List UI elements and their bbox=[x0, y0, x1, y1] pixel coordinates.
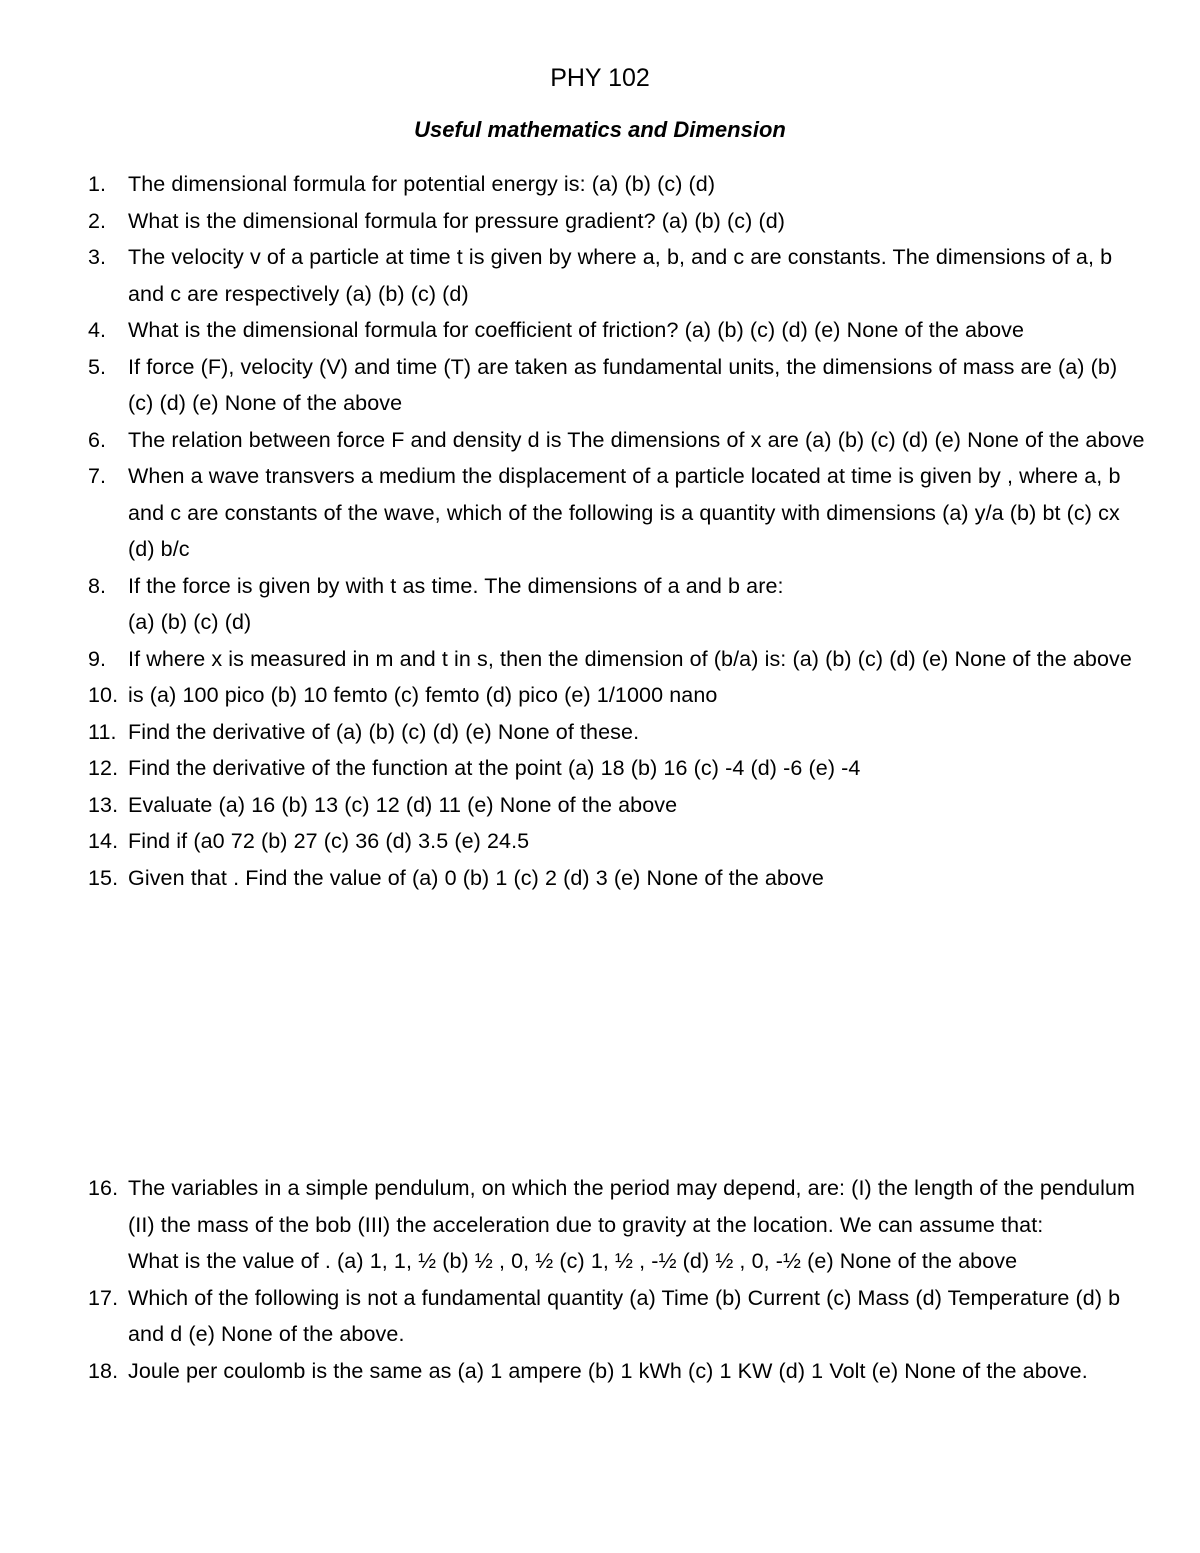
question-item bbox=[88, 1280, 1148, 1353]
question-number: 10. bbox=[88, 683, 119, 707]
question-text: What is the dimensional formula for coefficient of friction? (a) (b) (c) (d) (e) None of the above bbox=[128, 318, 1025, 342]
question-item bbox=[88, 787, 1148, 824]
question-text: Joule per coulomb is the same as (a) 1 ampere (b) 1 kWh (c) 1 KW (d) 1 Volt (e) None of the above. bbox=[128, 1358, 1088, 1383]
question-options: (a) (b) (c) (d) bbox=[128, 610, 252, 634]
question-item bbox=[88, 1353, 1148, 1390]
question-number: 5. bbox=[88, 354, 107, 379]
question-number: 14. bbox=[88, 829, 119, 853]
question-text: When a wave transvers a medium the displacement of a particle located at time is given by , where a, b and c are constants of the wave, which of the following is a quantity with dimensions (a) y/a (b) bt (c) cx (d) b/c bbox=[128, 464, 1121, 561]
question-item bbox=[88, 203, 1148, 240]
question-number: 2. bbox=[88, 208, 107, 233]
question-number: 16. bbox=[88, 1176, 119, 1200]
question-number: 4. bbox=[88, 318, 107, 342]
question-item bbox=[88, 458, 1148, 568]
question-text: The relation between force F and density d is The dimensions of x are (a) (b) (c) (d) (e) None of the above bbox=[128, 427, 1145, 452]
question-number: 6. bbox=[88, 427, 107, 452]
question-number: 15. bbox=[88, 865, 119, 890]
question-item bbox=[88, 239, 1148, 312]
question-number: 11. bbox=[88, 719, 117, 744]
question-number: 7. bbox=[88, 464, 107, 488]
question-item bbox=[88, 714, 1148, 751]
question-text: If where x is measured in m and t in s, then the dimension of (b/a) is: (a) (b) (c) (d) (e) None of the above bbox=[128, 646, 1132, 671]
question-number: 8. bbox=[88, 573, 107, 598]
question-text: If force (F), velocity (V) and time (T) are taken as fundamental units, the dimensions of mass are (a) (b) (c) (d) (e) None of the above bbox=[128, 354, 1118, 415]
question-number: 17. bbox=[88, 1285, 119, 1310]
question-number: 3. bbox=[88, 245, 107, 269]
question-item bbox=[88, 1170, 1148, 1280]
question-item bbox=[88, 166, 1148, 203]
question-list-continued bbox=[88, 1170, 1148, 1389]
question-text: Find if (a0 72 (b) 27 (c) 36 (d) 3.5 (e) 24.5 bbox=[128, 829, 530, 853]
question-item bbox=[88, 349, 1148, 422]
question-text: If the force is given by with t as time. The dimensions of a and b are: bbox=[128, 573, 784, 598]
question-text: The velocity v of a particle at time t is given by where a, b, and c are constants. The dimensions of a, b and c are respectively (a) (b) (c) (d) bbox=[128, 245, 1113, 306]
question-options: What is the value of . (a) 1, 1, ½ (b) ½ , 0, ½ (c) 1, ½ , -½ (d) ½ , 0, -½ (e) None of the above bbox=[128, 1249, 1018, 1273]
question-text: The variables in a simple pendulum, on which the period may depend, are: (I) the length of the pendulum (II) the mass of the bob (III) the acceleration due to gravity at the location. We can assume that: bbox=[128, 1176, 1136, 1237]
question-text: Which of the following is not a fundamental quantity (a) Time (b) Current (c) Mass (d) Temperature (d) b and d (e) None of the above. bbox=[128, 1285, 1121, 1346]
question-number: 1. bbox=[88, 172, 107, 196]
page-subtitle: Useful mathematics and Dimension bbox=[414, 117, 786, 142]
question-number: 9. bbox=[88, 646, 107, 671]
question-item bbox=[88, 860, 1148, 897]
question-text: Given that . Find the value of (a) 0 (b) 1 (c) 2 (d) 3 (e) None of the above bbox=[128, 865, 824, 890]
question-text: Find the derivative of the function at the point (a) 18 (b) 16 (c) -4 (d) -6 (e) -4 bbox=[128, 756, 861, 780]
question-item bbox=[88, 422, 1148, 459]
question-item bbox=[88, 641, 1148, 678]
question-number: 18. bbox=[88, 1358, 119, 1383]
question-text: What is the dimensional formula for pressure gradient? (a) (b) (c) (d) bbox=[128, 208, 786, 233]
question-item bbox=[88, 823, 1148, 860]
question-item bbox=[88, 750, 1148, 787]
question-text: Evaluate (a) 16 (b) 13 (c) 12 (d) 11 (e) None of the above bbox=[128, 792, 678, 817]
question-text: The dimensional formula for potential energy is: (a) (b) (c) (d) bbox=[128, 172, 716, 196]
question-item bbox=[88, 677, 1148, 714]
question-text: Find the derivative of (a) (b) (c) (d) (e) None of these. bbox=[128, 719, 640, 744]
question-number: 12. bbox=[88, 756, 119, 780]
question-list bbox=[88, 166, 1148, 896]
question-number: 13. bbox=[88, 792, 119, 817]
page-title: PHY 102 bbox=[550, 64, 650, 92]
question-item bbox=[88, 312, 1148, 349]
question-item bbox=[88, 568, 1148, 641]
question-text: is (a) 100 pico (b) 10 femto (c) femto (d) pico (e) 1/1000 nano bbox=[128, 683, 718, 707]
